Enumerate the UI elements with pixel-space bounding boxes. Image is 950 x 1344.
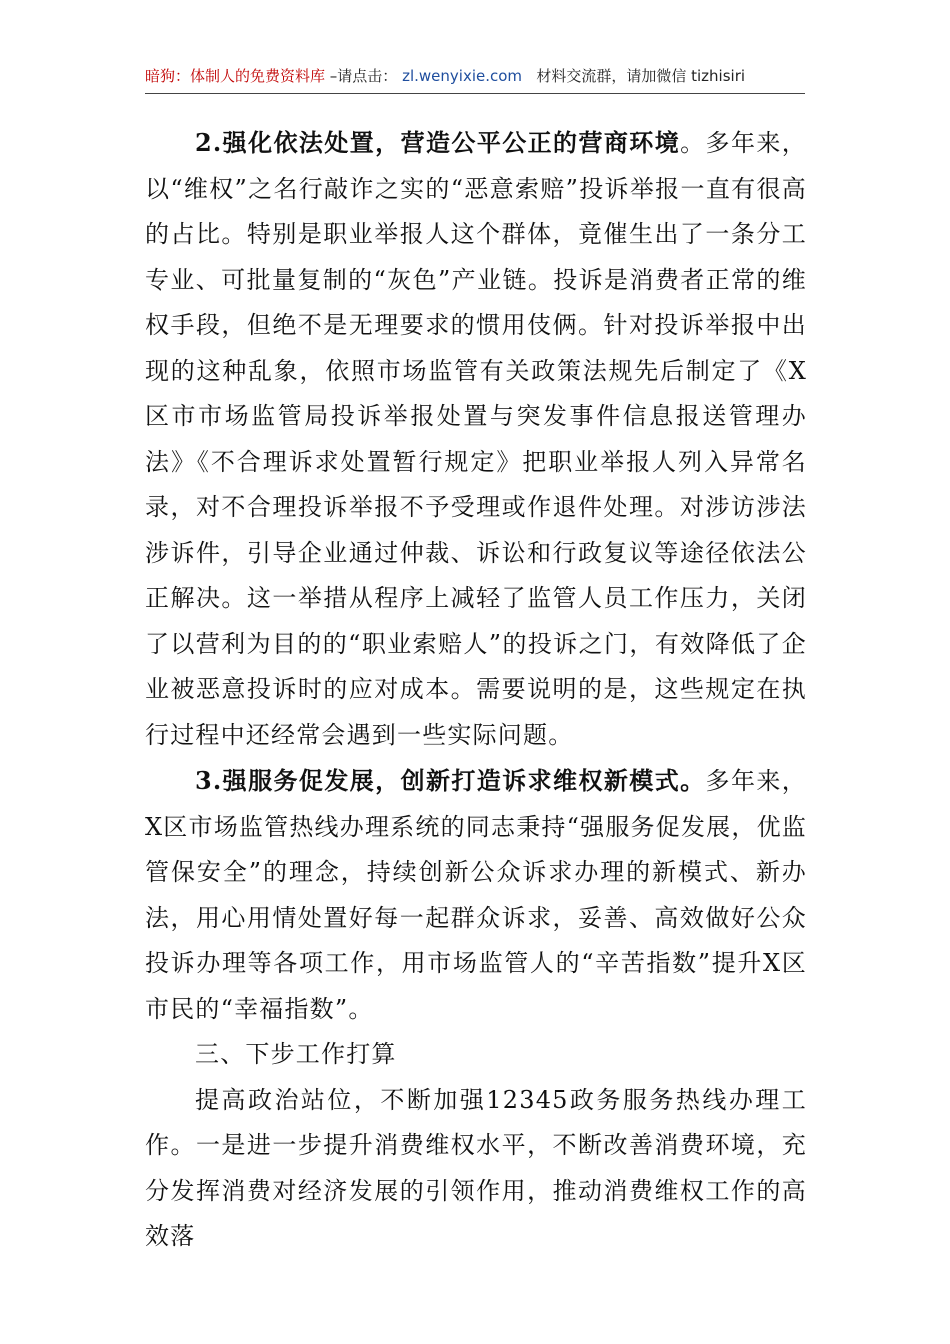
section-2-paragraph bbox=[145, 120, 807, 758]
header-link[interactable]: zl.wenyixie.com bbox=[402, 67, 523, 85]
header-site-name: 暗狗：体制人的免费资料库 bbox=[145, 67, 326, 85]
section-3-paragraph bbox=[145, 758, 807, 1032]
closing-paragraph: 提高政治站位，不断加强12345政务服务热线办理工作。一是进一步提升消费维权水平，不断改善消费环境，充分发挥消费对经济发展的引领作用，推动消费维权工作的高效落 bbox=[145, 1085, 807, 1250]
section-heading-next-steps: 三、下步工作打算 bbox=[195, 1040, 397, 1068]
page-header bbox=[145, 66, 805, 86]
header-click-prompt: –请点击： bbox=[329, 67, 398, 85]
header-wechat-note: 材料交流群，请加微信 tizhisiri bbox=[536, 67, 746, 85]
section-3-body: 多年来，X区市场监管热线办理系统的同志秉持“强服务促发展，优监管保安全”的理念，持续创新公众诉求办理的新模式、新办法，用心用情处置好每一起群众诉求，妥善、高效做好公众投诉办理等各项工作，用市场监管人的“辛苦指数”提升X区市民的“幸福指数”。 bbox=[145, 767, 807, 1023]
section-2-body: 。多年来，以“维权”之名行敲诈之实的“恶意索赔”投诉举报一直有很高的占比。特别是职业举报人这个群体，竟催生出了一条分工专业、可批量复制的“灰色”产业链。投诉是消费者正常的维权手段，但绝不是无理要求的惯用伎俩。针对投诉举报中出现的这种乱象，依照市场监管有关政策法规先后制定了《X区市市场监管局投诉举报处置与突发事件信息报送管理办法》《不合理诉求处置暂行规定》把职业举报人列入异常名录，对不合理投诉举报不予受理或作退件处理。对涉访涉法涉诉件，引导企业通过仲裁、诉讼和行政复议等途径依法公正解决。这一举措从程序上减轻了监管人员工作压力，关闭了以营利为目的的“职业索赔人”的投诉之门，有效降低了企业被恶意投诉时的应对成本。需要说明的是，这些规定在执行过程中还经常会遇到一些实际问题。 bbox=[145, 129, 807, 749]
section-3-title: 3.强服务促发展，创新打造诉求维权新模式。 bbox=[195, 766, 706, 795]
document-body bbox=[145, 120, 807, 1260]
header-divider bbox=[145, 93, 805, 94]
section-2-title: 2.强化依法处置，营造公平公正的营商环境 bbox=[195, 128, 681, 157]
